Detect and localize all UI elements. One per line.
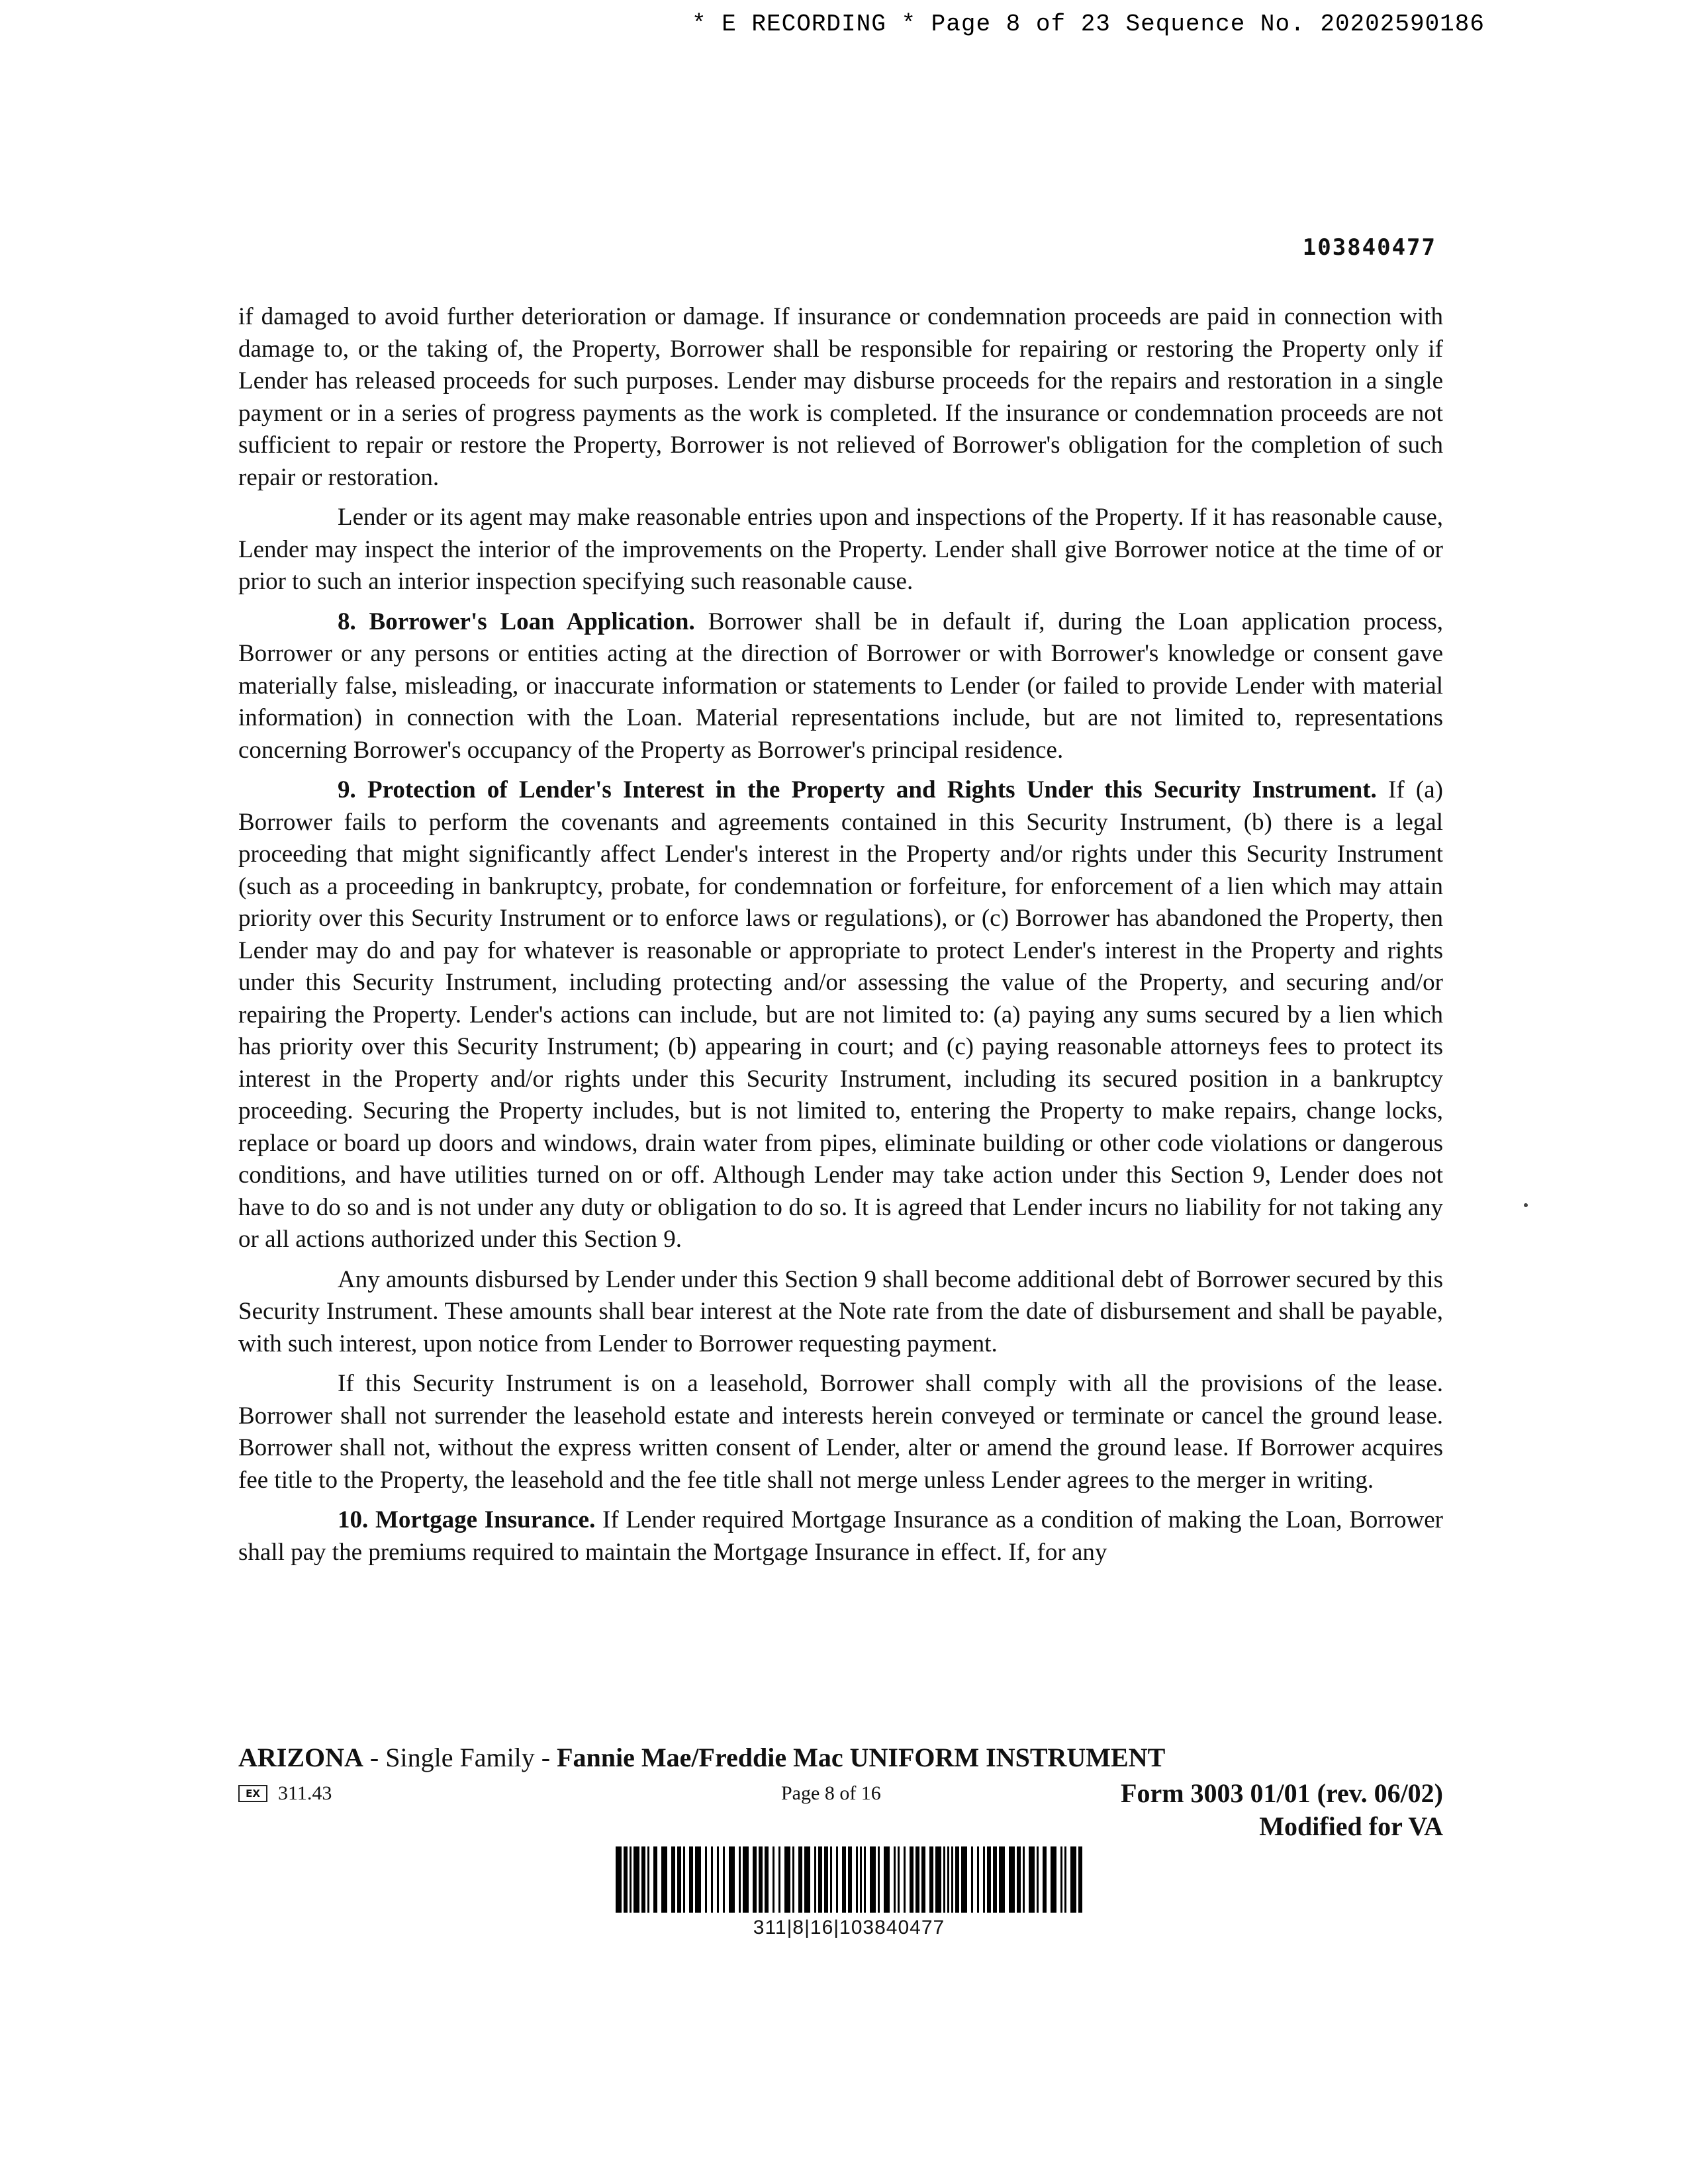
barcode-bar xyxy=(961,1846,967,1913)
barcode-bar xyxy=(671,1846,675,1913)
barcode-bar xyxy=(856,1846,858,1913)
barcode-bar xyxy=(951,1846,953,1913)
barcode-bar xyxy=(689,1846,693,1913)
barcode-bar xyxy=(836,1846,838,1913)
barcode-bar xyxy=(773,1846,774,1913)
barcode-bar xyxy=(977,1846,979,1913)
barcode-bar xyxy=(624,1846,628,1913)
section-10-heading: 10. Mortgage Insurance. xyxy=(338,1506,596,1533)
barcode-bar xyxy=(870,1846,876,1913)
barcode-bar xyxy=(743,1846,749,1913)
footer-issuer: Fannie Mae/Freddie Mac UNIFORM INSTRUMENT xyxy=(557,1743,1166,1772)
barcode-bar xyxy=(677,1846,681,1913)
barcode-bar xyxy=(955,1846,959,1913)
barcode-bar xyxy=(915,1846,919,1913)
footer-row xyxy=(238,1777,1443,1843)
barcode-bar xyxy=(818,1846,822,1913)
form-footer xyxy=(238,1742,1443,1843)
barcode-bar xyxy=(753,1846,757,1913)
barcode-bar xyxy=(993,1846,997,1913)
section-8 xyxy=(238,606,1443,767)
section-9-text: If (a) Borrower fails to perform the covenants and agreements contained in this Security Instrument, (b) there is a legal proceeding that might significantly affect Lender's interest in the Property and/or rights under this Security Instrument (such as a proceeding in bankruptcy, probate, for condemnation or forfeiture, for enforcement of a lien which may attain priority over this Security Instrument or to enforce laws or regulations), or (c) Borrower has abandoned the Property, then Lender may do and pay for whatever is reasonable or appropriate to protect Lender's interest in the Property and rights under this Security Instrument, including protecting and/or assessing the value of the Property, and securing and/or repairing the Property. Lender's actions can include, but are not limited to: (a) paying any sums secured by a lien which has priority over this Security Instrument; (b) appearing in court; and (c) paying reasonable attorneys fees to protect its interest in the Property and/or rights under this Security Instrument, including its secured position in a bankruptcy proceeding. Securing the Property includes, but is not limited to, entering the Property to make repairs, change locks, replace or board up doors and windows, drain water from pipes, eliminate building or other code violations or dangerous conditions, and have utilities turned on or off. Although Lender may take action under this Section 9, Lender does not have to do so and is not under any duty or obligation to do so. It is agreed that Lender incurs no liability for not taking any or all actions authorized under this Section 9. xyxy=(238,776,1443,1253)
barcode-bar xyxy=(641,1846,645,1913)
barcode-bar xyxy=(947,1846,949,1913)
barcode-bar xyxy=(971,1846,973,1913)
barcode-bar xyxy=(929,1846,933,1913)
form-number-block xyxy=(1121,1777,1443,1843)
paragraph-leasehold: If this Security Instrument is on a leasehold, Borrower shall comply with all the provisions of the lease. Borrower shall not surrender the leasehold estate and interests herein conveyed or terminate or cancel the ground lease. Borrower shall not, without the express written consent of Lender, alter or amend the ground lease. If Borrower acquires fee title to the Property, the leasehold and the fee title shall not merge unless Lender agrees to the merger in writing. xyxy=(238,1370,1443,1494)
barcode-bar xyxy=(1023,1846,1025,1913)
barcode-bar xyxy=(792,1846,794,1913)
barcode-bar xyxy=(1070,1846,1076,1913)
barcode-bar xyxy=(711,1846,713,1913)
barcode-bar xyxy=(848,1846,852,1913)
section-9 xyxy=(238,774,1443,1256)
barcode-bar xyxy=(778,1846,780,1913)
section-9-heading: 9. Protection of Lender's Interest in the Property and Rights Under this Security Instrument. xyxy=(338,776,1377,803)
form-number: Form 3003 01/01 (rev. 06/02) xyxy=(1121,1778,1443,1808)
barcode-bar xyxy=(830,1846,832,1913)
ellie-mae-logo-icon: EX xyxy=(238,1785,267,1802)
footer-state: ARIZONA xyxy=(238,1743,363,1772)
barcode-bar xyxy=(1064,1846,1066,1913)
barcode-bar xyxy=(1078,1846,1082,1913)
barcode-bar xyxy=(683,1846,685,1913)
barcode-bar xyxy=(705,1846,707,1913)
form-code xyxy=(238,1782,332,1805)
modified-for: Modified for VA xyxy=(1259,1811,1443,1841)
barcode-bar xyxy=(653,1846,657,1913)
barcode-bar xyxy=(1037,1846,1039,1913)
barcode-bar xyxy=(1017,1846,1021,1913)
barcode-bar xyxy=(759,1846,763,1913)
barcode-bar xyxy=(999,1846,1005,1913)
barcode-bar xyxy=(898,1846,900,1913)
footer-family: - Single Family - xyxy=(363,1743,557,1772)
barcode-bar xyxy=(884,1846,890,1913)
section-8-text: Borrower shall be in default if, during the Loan application process, Borrower or any persons or entities acting at the direction of Borrower or with Borrower's knowledge or consent gave materially false, misleading, or inaccurate information or statements to Lender (or failed to provide Lender with material information) in connection with the Loan. Material representations include, but are not limited to, representations concerning Borrower's occupancy of the Property as Borrower's principal residence. xyxy=(238,608,1443,764)
barcode-bar xyxy=(717,1846,719,1913)
barcode-bar xyxy=(842,1846,846,1913)
barcode-bar xyxy=(661,1846,667,1913)
barcode-bar xyxy=(943,1846,945,1913)
barcode-bar xyxy=(1060,1846,1062,1913)
barcode-bar xyxy=(723,1846,725,1913)
barcode-bar xyxy=(983,1846,985,1913)
barcode-bar xyxy=(921,1846,925,1913)
barcode-bar xyxy=(878,1846,880,1913)
form-code-number: 311.43 xyxy=(278,1782,332,1804)
barcode-bar xyxy=(630,1846,632,1913)
barcode-bar xyxy=(824,1846,828,1913)
barcode-bar xyxy=(864,1846,866,1913)
barcode-bar xyxy=(804,1846,810,1913)
barcode-bar xyxy=(1029,1846,1035,1913)
section-10-text: If Lender required Mortgage Insurance as a condition of making the Loan, Borrower shall pay the premiums required to maintain the Mortgage Insurance in effect. If, for any xyxy=(238,1506,1444,1566)
barcode-bar xyxy=(633,1846,639,1913)
paragraph-insurance-proceeds: if damaged to avoid further deterioration or damage. If insurance or condemnation proceeds are paid in connection with damage to, or the taking of, the Property, Borrower shall be responsible for repairing or restoring the Property only if Lender has released proceeds for such purposes. Lender may disburse proceeds for the repairs and restoration in a single payment or in a series of progress payments as the work is completed. If the insurance or condemnation proceeds are not sufficient to repair or restore the Property, Borrower is not relieved of Borrower's obligation for the completion of such repair or restoration. xyxy=(238,303,1443,491)
barcode-bar xyxy=(904,1846,906,1913)
barcode-bar xyxy=(784,1846,790,1913)
barcode-bar xyxy=(765,1846,769,1913)
paragraph-inspections: Lender or its agent may make reasonable entries upon and inspections of the Property. If it has reasonable cause, Lender may inspect the interior of the improvements on the Property. Lender shall give Borrower notice at the time of or prior to such an interior inspection specifying such reasonable cause. xyxy=(238,504,1443,595)
section-8-heading: 8. Borrower's Loan Application. xyxy=(338,608,695,635)
barcode-text: 311|8|16|103840477 xyxy=(753,1917,945,1938)
barcode-bar xyxy=(729,1846,735,1913)
barcode-bar xyxy=(695,1846,701,1913)
barcode-bar xyxy=(798,1846,802,1913)
barcode-icon xyxy=(616,1846,1082,1913)
paragraph-amounts-disbursed: Any amounts disbursed by Lender under this Section 9 shall become additional debt of Borrower secured by this Security Instrument. These amounts shall bear interest at the Note rate from the date of disbursement and shall be payable, with such interest, upon notice from Lender to Borrower requesting payment. xyxy=(238,1265,1443,1357)
section-10 xyxy=(238,1504,1443,1569)
footer-title xyxy=(238,1742,1443,1773)
barcode-bar xyxy=(860,1846,862,1913)
barcode-bar xyxy=(1009,1846,1015,1913)
barcode-bar xyxy=(1043,1846,1047,1913)
barcode-bar xyxy=(910,1846,914,1913)
barcode-bar xyxy=(1051,1846,1056,1913)
page-of: Page 8 of 16 xyxy=(781,1782,881,1804)
barcode-bar xyxy=(894,1846,896,1913)
barcode-bar xyxy=(987,1846,991,1913)
barcode-bar xyxy=(647,1846,649,1913)
recording-stamp: * E RECORDING * Page 8 of 23 Sequence No. 20202590186 xyxy=(692,11,1485,38)
loan-number: 103840477 xyxy=(1302,234,1436,261)
barcode-bar xyxy=(616,1846,622,1913)
scan-speck xyxy=(1524,1203,1528,1207)
barcode-bar xyxy=(739,1846,741,1913)
barcode-bar xyxy=(814,1846,816,1913)
document-body xyxy=(238,301,1443,1569)
barcode-bar xyxy=(935,1846,941,1913)
